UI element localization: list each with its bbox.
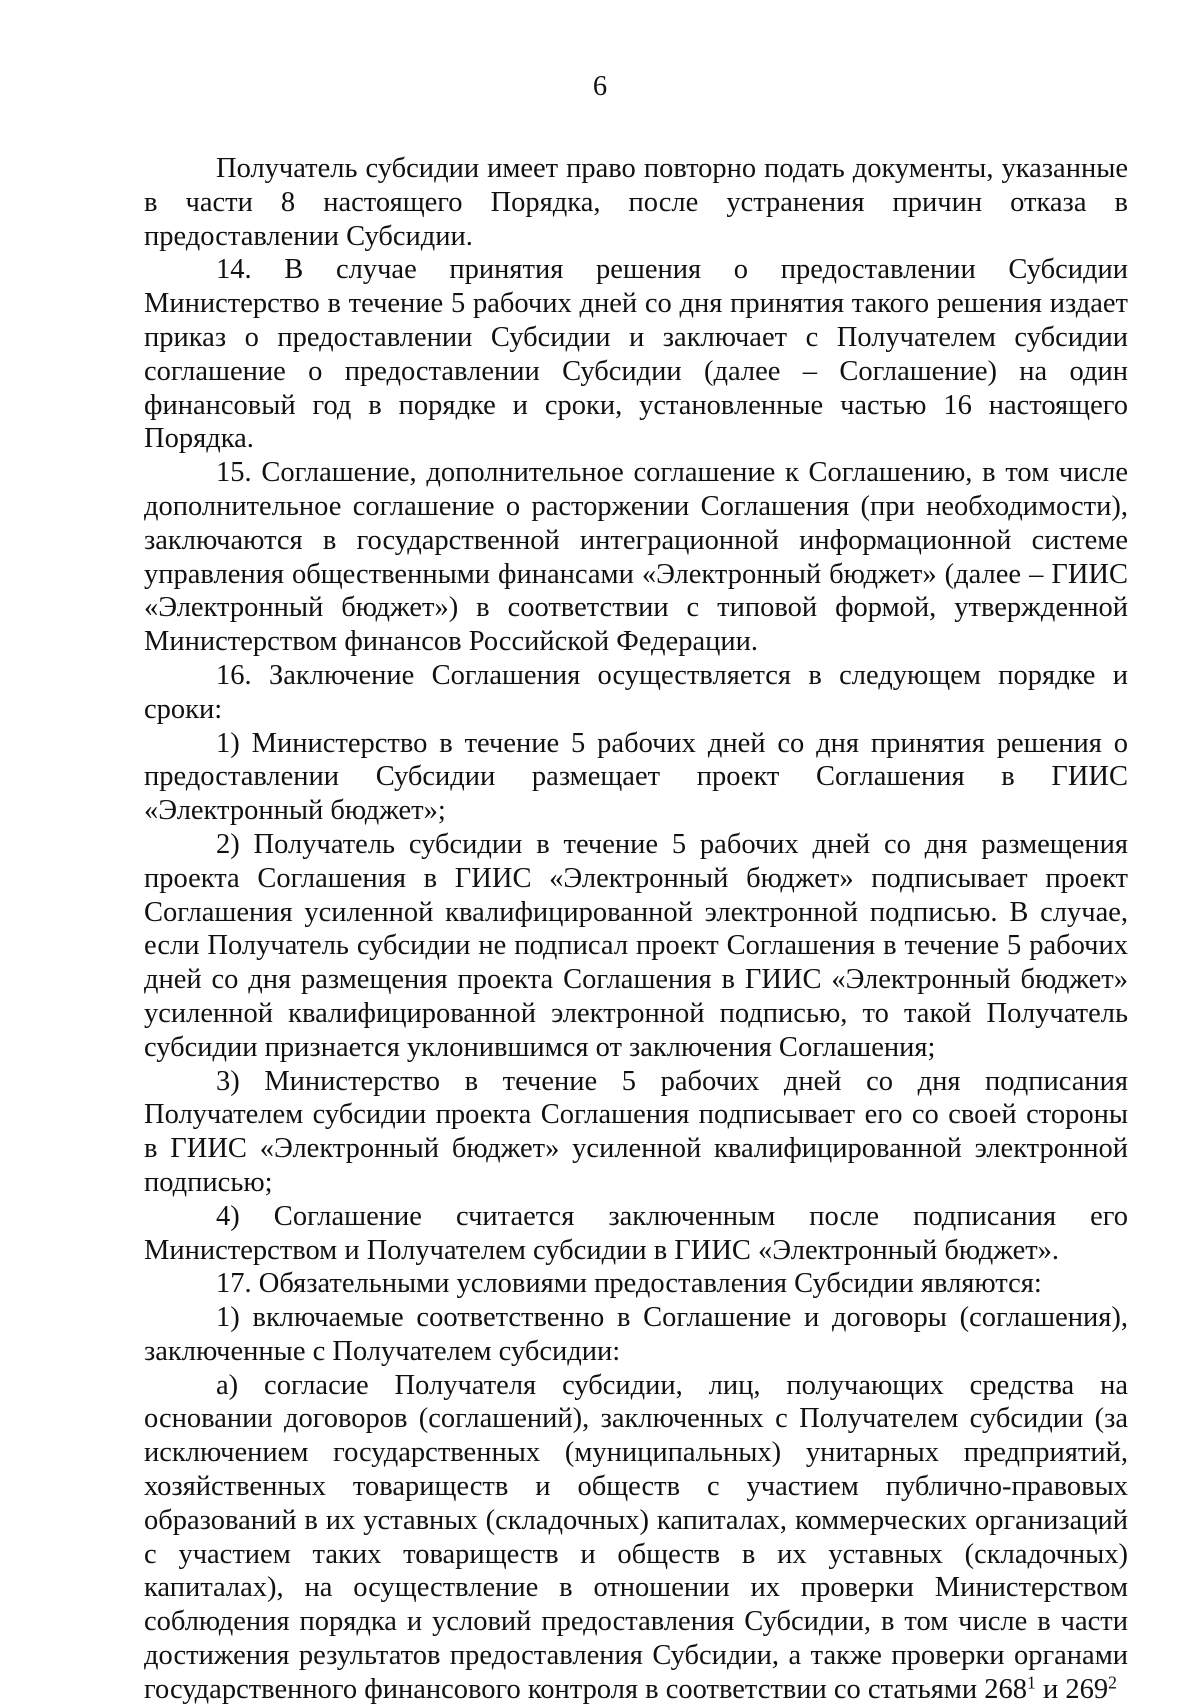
paragraph-17-item-1: 1) включаемые соответственно в Соглашение и договоры (соглашения), заключенные с Получателем субсидии: — [144, 1302, 1128, 1367]
paragraph-16-item-4: 4) Соглашение считается заключенным после подписания его Министерством и Получателем субсидии в ГИИС «Электронный бюджет». — [144, 1200, 1128, 1266]
paragraph-16-item-3: 3) Министерство в течение 5 рабочих дней со дня подписания Получателем субсидии проекта Соглашения подписывает его со своей стороны в ГИИС «Электронный бюджет» усиленной квалифицированной электронной подписью; — [144, 1065, 1128, 1198]
article-ref-2: 269 — [1065, 1673, 1109, 1705]
conjunction: и — [1035, 1673, 1066, 1705]
paragraph-17-item-1-a — [144, 1369, 1128, 1707]
article-ref-1: 268 — [984, 1673, 1027, 1705]
paragraph-16: 16. Заключение Соглашения осуществляется в следующем порядке и сроки: — [144, 659, 1128, 725]
article-ref-2-superscript: 2 — [1108, 1672, 1117, 1693]
paragraph-14: 14. В случае принятия решения о предоставлении Субсидии Министерство в течение 5 рабочих дней со дня принятия такого решения издает приказ о предоставлении Субсидии и заключает с Получателем субсидии соглашение о предоставлении Субсидии (далее – Соглашение) на один финансовый год в порядке и сроки, установленные частью 16 настоящего Порядка. — [144, 254, 1128, 455]
paragraph-16-item-2: 2) Получатель субсидии в течение 5 рабочих дней со дня размещения проекта Соглашения в ГИИС «Электронный бюджет» подписывает проект Соглашения усиленной квалифицированной электронной подписью. В случае, если Получатель субсидии не подписал проект Соглашения в течение 5 рабочих дней со дня размещения проекта Соглашения в ГИИС «Электронный бюджет» усиленной квалифицированной электронной подписью, то такой Получатель субсидии признается уклонившимся от заключения Соглашения; — [144, 828, 1128, 1063]
article-ref-1-superscript: 1 — [1027, 1672, 1036, 1693]
paragraph-17-item-1-a-text: а) согласие Получателя субсидии, лиц, получающих средства на основании договоров (соглашений), заключенных с Получателем субсидии (за исключением государственных (муниципальных) унитарных предприятий, хозяйственных товариществ и обществ с участием публично-правовых образований в их уставных (складочных) капиталах, коммерческих организаций с участием таких товариществ и обществ в их уставных (складочных) капиталах), на осуществление в отношении их проверки Министерством соблюдения порядка и условий предоставления Субсидии, в том числе в части достижения результатов предоставления Субсидии, а также проверки органами государственного финансового контроля в соответствии со статьями — [144, 1369, 1128, 1705]
page-number: 6 — [592, 71, 608, 102]
paragraph-16-item-1: 1) Министерство в течение 5 рабочих дней со дня принятия решения о предоставлении Субсидии размещает проект Соглашения в ГИИС «Электронный бюджет»; — [144, 727, 1128, 827]
paragraph-17: 17. Обязательными условиями предоставления Субсидии являются: — [216, 1268, 1042, 1300]
paragraph-15: 15. Соглашение, дополнительное соглашение к Соглашению, в том числе дополнительное соглашение о расторжении Соглашения (при необходимости), заключаются в государственной интеграционной информационной системе управления общественными финансами «Электронный бюджет» (далее – ГИИС «Электронный бюджет») в соответствии с типовой формой, утвержденной Министерством финансов Российской Федерации. — [144, 457, 1128, 658]
document-body — [144, 152, 1128, 1707]
paragraph-resubmission: Получатель субсидии имеет право повторно подать документы, указанные в части 8 настоящего Порядка, после устранения причин отказа в предоставлении Субсидии. — [144, 153, 1128, 252]
